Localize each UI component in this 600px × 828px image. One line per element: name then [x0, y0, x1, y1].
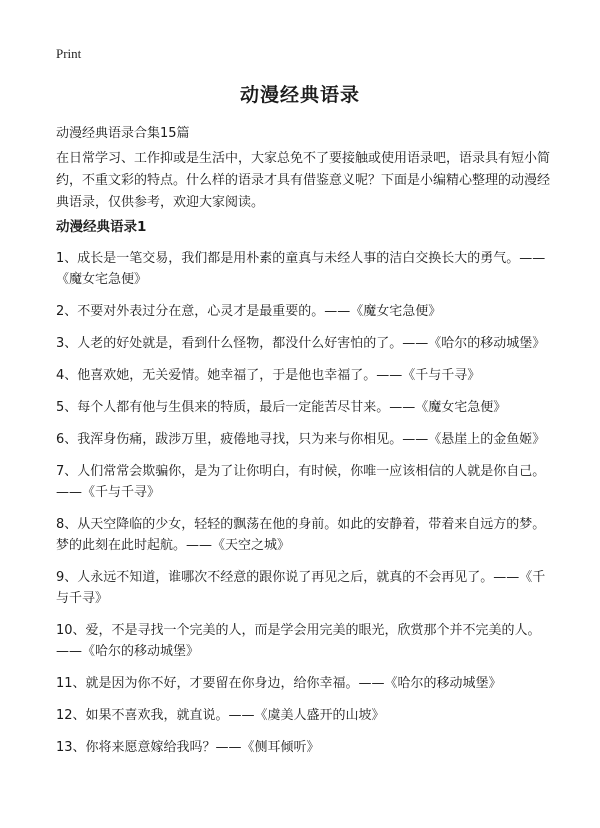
- quote-item: 11、就是因为你不好，才要留在你身边，给你幸福。——《哈尔的移动城堡》: [56, 676, 502, 691]
- quote-item: 1、成长是一笔交易，我们都是用朴素的童真与未经人事的洁白交换长大的勇气。——《魔女宅急便》: [56, 251, 546, 287]
- print-label[interactable]: Print: [56, 46, 82, 61]
- intro-paragraph: 在日常学习、工作抑或是生活中，大家总免不了要接触或使用语录吧，语录具有短小简约，不重文彩的特点。什么样的语录才具有借鉴意义呢？下面是小编精心整理的动漫经典语录，仅供参考，欢迎大家阅读。: [56, 151, 551, 210]
- quote-item: 8、从天空降临的少女，轻轻的飘荡在他的身前。如此的安静着，带着来自远方的梦。梦的此刻在此时起航。——《天空之城》: [56, 517, 546, 553]
- quote-item: 5、每个人都有他与生俱来的特质，最后一定能苦尽甘来。——《魔女宅急便》: [56, 400, 507, 415]
- quote-list: [56, 248, 556, 769]
- quote-item: 12、如果不喜欢我，就直说。——《虞美人盛开的山坡》: [56, 708, 385, 723]
- quote-item: 6、我浑身伤痛，跋涉万里，疲倦地寻找，只为来与你相见。——《悬崖上的金鱼姬》: [56, 432, 546, 447]
- quote-item: 13、你将来愿意嫁给我吗？——《侧耳倾听》: [56, 740, 320, 755]
- quote-item: 9、人永远不知道，谁哪次不经意的跟你说了再见之后，就真的不会再见了。——《千与千寻》: [56, 570, 546, 606]
- quote-item: 7、人们常常会欺骗你，是为了让你明白，有时候，你唯一应该相信的人就是你自己。——《千与千寻》: [56, 464, 546, 500]
- quote-item: 3、人老的好处就是，看到什么怪物，都没什么好害怕的了。——《哈尔的移动城堡》: [56, 336, 546, 351]
- page-subtitle: 动漫经典语录合集15篇: [56, 126, 190, 141]
- quote-item: 4、他喜欢她，无关爱情。她幸福了，于是他也幸福了。——《千与千寻》: [56, 368, 481, 383]
- quote-item: 10、爱，不是寻找一个完美的人，而是学会用完美的眼光，欣赏那个并不完美的人。——《哈尔的移动城堡》: [56, 623, 541, 659]
- section-heading: 动漫经典语录1: [56, 219, 147, 235]
- page-title: 动漫经典语录: [239, 84, 360, 106]
- quote-item: 2、不要对外表过分在意，心灵才是最重要的。——《魔女宅急便》: [56, 304, 442, 319]
